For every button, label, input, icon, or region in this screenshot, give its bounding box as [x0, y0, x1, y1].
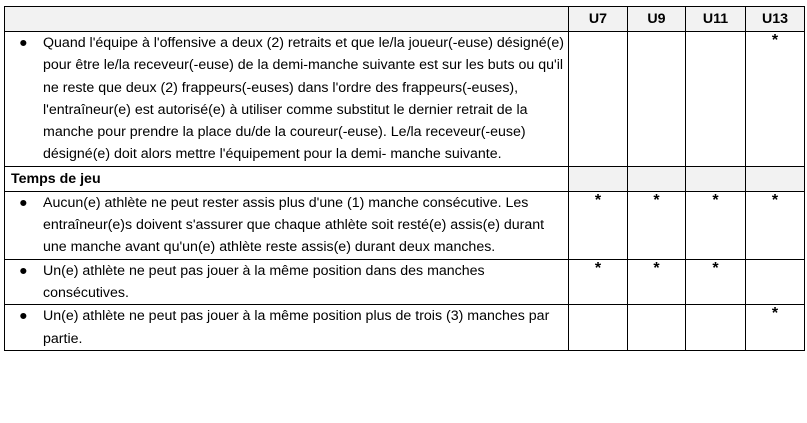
section-shade-cell	[569, 166, 628, 191]
list-item	[19, 260, 568, 305]
mark-u11	[686, 32, 746, 167]
header-u7: U7	[569, 7, 628, 32]
section-row-temps-de-jeu	[5, 166, 805, 191]
header-u9: U9	[628, 7, 686, 32]
mark-u9: *	[628, 259, 686, 305]
bullet-icon: ●	[19, 194, 28, 211]
rule-text: Un(e) athlète ne peut pas jouer à la même position dans des manches consécutives.	[43, 262, 485, 301]
list-item	[19, 305, 568, 350]
mark-u9	[628, 305, 686, 351]
bullet-icon: ●	[19, 262, 28, 279]
header-blank-cell	[5, 7, 569, 32]
section-title: Temps de jeu	[5, 166, 569, 191]
header-u13: U13	[746, 7, 805, 32]
bullet-icon: ●	[19, 35, 28, 51]
mark-u9: *	[628, 191, 686, 259]
section-shade-cell	[686, 166, 746, 191]
rule-row-position-three-innings	[5, 305, 805, 351]
mark-u7	[569, 305, 628, 351]
mark-u13	[746, 259, 805, 305]
header-row	[5, 7, 805, 32]
rule-row-substitute-runner	[5, 32, 805, 167]
mark-u11: *	[686, 191, 746, 259]
rule-cell	[5, 32, 569, 167]
list-item	[19, 192, 568, 259]
rule-cell	[5, 305, 569, 351]
list-item	[19, 32, 568, 166]
bullet-icon: ●	[19, 308, 28, 325]
mark-u11	[686, 305, 746, 351]
mark-u13: *	[746, 32, 805, 167]
mark-u13: *	[746, 305, 805, 351]
section-shade-cell	[628, 166, 686, 191]
rule-text: Quand l'équipe à l'offensive a deux (2) retraits et que le/la joueur(-euse) désigné(e) pour être le/la receveur(-euse) de la demi-manche suivante est sur les buts ou qu'il ne reste que deux (2) frappeurs(-euses) dans l'ordre des frappeurs(-euses), l'entraîneur(e) est autorisé(e) à utiliser comme substitut le dernier retrait de la manche pour prendre la place du/de la coureur(-euse). Le/la receveur(-euse) désigné(e) doit alors mettre l'équipement pour la demi- manche suivante.	[43, 35, 564, 163]
mark-u13: *	[746, 191, 805, 259]
rule-text: Un(e) athlète ne peut pas jouer à la même position plus de trois (3) manches par partie.	[43, 308, 550, 347]
mark-u7: *	[569, 191, 628, 259]
mark-u7	[569, 32, 628, 167]
mark-u9	[628, 32, 686, 167]
section-shade-cell	[746, 166, 805, 191]
rule-cell	[5, 191, 569, 259]
rule-row-bench-time	[5, 191, 805, 259]
mark-u11: *	[686, 259, 746, 305]
rules-table	[4, 6, 805, 351]
rule-text: Aucun(e) athlète ne peut rester assis plus d'une (1) manche consécutive. Les entraîneur(e)s doivent s'assurer que chaque athlète soit resté(e) assis(e) durant une manche avant qu'un(e) athlète reste assis(e) durant deux manches.	[43, 194, 545, 256]
rule-row-position-consecutive	[5, 259, 805, 305]
mark-u7: *	[569, 259, 628, 305]
header-u11: U11	[686, 7, 746, 32]
rule-cell	[5, 259, 569, 305]
